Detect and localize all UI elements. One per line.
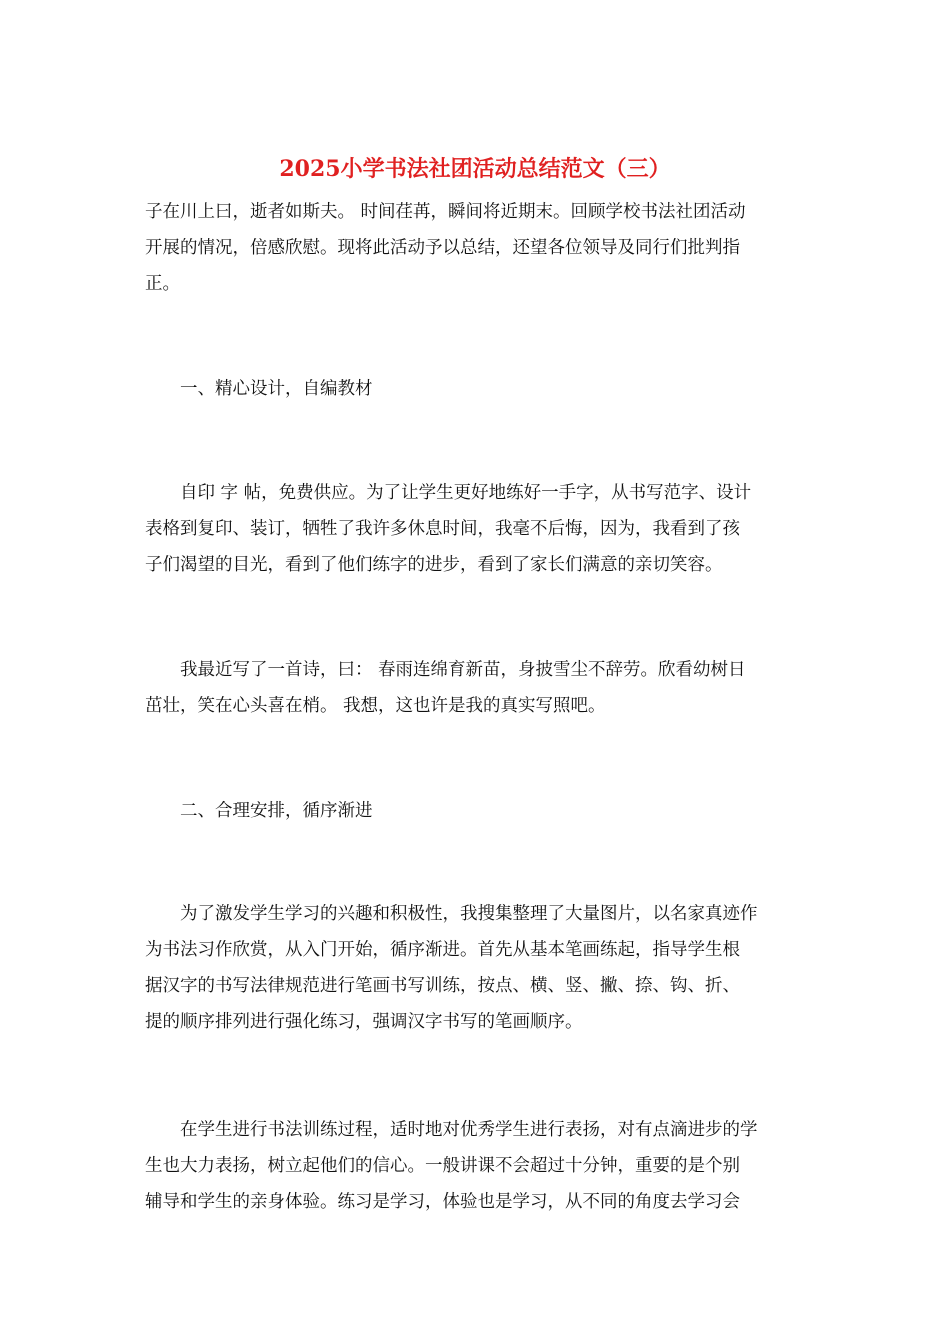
section-heading-1 <box>145 371 815 407</box>
paragraph-poem <box>145 652 815 724</box>
paragraph-intro <box>145 194 815 302</box>
paragraph-textbook <box>145 475 815 583</box>
text-line: 辅导和学生的亲身体验。练习是学习，体验也是学习，从不同的角度去学习会 <box>145 1192 740 1212</box>
text-line: 茁壮，笑在心头喜在梢。 我想，这也许是我的真实写照吧。 <box>145 696 606 716</box>
text-line: 为了激发学生学习的兴趣和积极性，我搜集整理了大量图片，以名家真迹作 <box>145 904 758 924</box>
section-heading-2 <box>145 793 815 829</box>
text-line: 我最近写了一首诗，曰： 春雨连绵育新苗，身披雪尘不辞劳。欣看幼树日 <box>145 660 746 680</box>
text-line: 开展的情况，倍感欣慰。现将此活动予以总结，还望各位领导及同行们批判指 <box>145 238 740 258</box>
paragraph-training <box>145 1112 815 1220</box>
text-line: 自印 字 帖，免费供应。为了让学生更好地练好一手字，从书写范字、设计 <box>145 483 752 503</box>
text-line: 在学生进行书法训练过程，适时地对优秀学生进行表扬，对有点滴进步的学 <box>145 1120 758 1140</box>
text-line: 子在川上曰，逝者如斯夫。 时间荏苒，瞬间将近期末。回顾学校书法社团活动 <box>145 202 746 222</box>
text-line: 生也大力表扬，树立起他们的信心。一般讲课不会超过十分钟，重要的是个别 <box>145 1156 740 1176</box>
text-line: 提的顺序排列进行强化练习，强调汉字书写的笔画顺序。 <box>145 1012 583 1032</box>
text-line: 据汉字的书写法律规范进行笔画书写训练，按点、横、竖、撇、捺、钩、折、 <box>145 976 740 996</box>
text-line: 正。 <box>145 274 180 294</box>
text-line: 一、精心设计，自编教材 <box>145 379 373 399</box>
paragraph-strokes <box>145 896 815 1040</box>
text-line: 子们渴望的目光，看到了他们练字的进步，看到了家长们满意的亲切笑容。 <box>145 555 723 575</box>
text-line: 表格到复印、装订，牺牲了我许多休息时间，我毫不后悔，因为，我看到了孩 <box>145 519 740 539</box>
text-line: 二、合理安排，循序渐进 <box>145 801 373 821</box>
document-title: 2025小学书法社团活动总结范文（三） <box>279 156 671 182</box>
text-line: 为书法习作欣赏，从入门开始，循序渐进。首先从基本笔画练起，指导学生根 <box>145 940 740 960</box>
